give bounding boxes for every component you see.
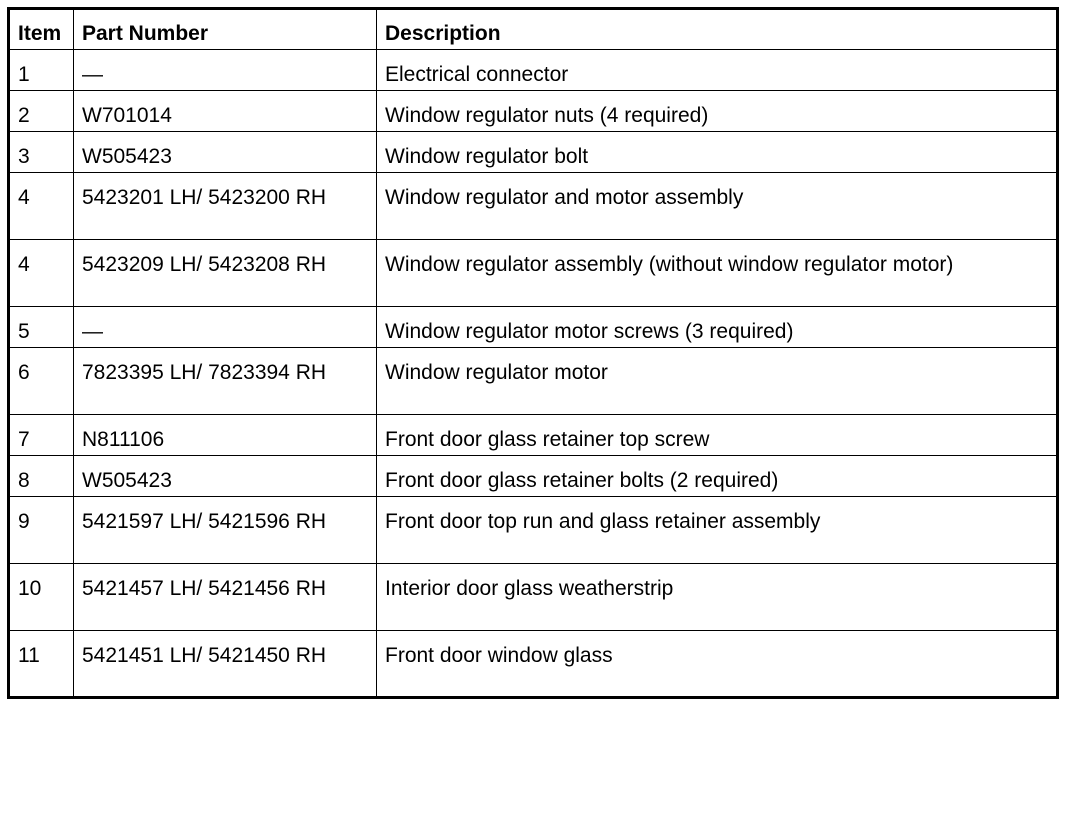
table-row bbox=[9, 631, 1058, 698]
cell-description: Front door window glass bbox=[377, 631, 1058, 698]
cell-part-number: 7823395 LH/ 7823394 RH bbox=[74, 348, 377, 415]
table-row bbox=[9, 348, 1058, 415]
cell-part-number: W701014 bbox=[74, 91, 377, 132]
table-row bbox=[9, 564, 1058, 631]
cell-description: Electrical connector bbox=[377, 50, 1058, 91]
header-description: Description bbox=[377, 9, 1058, 50]
cell-part-number: — bbox=[74, 307, 377, 348]
cell-part-number: N811106 bbox=[74, 415, 377, 456]
cell-description: Window regulator assembly (without window regulator motor) bbox=[377, 240, 1058, 307]
cell-description: Window regulator motor bbox=[377, 348, 1058, 415]
cell-part-number: W505423 bbox=[74, 132, 377, 173]
cell-item: 7 bbox=[9, 415, 74, 456]
cell-item: 4 bbox=[9, 173, 74, 240]
cell-description: Window regulator bolt bbox=[377, 132, 1058, 173]
cell-item: 11 bbox=[9, 631, 74, 698]
table-row bbox=[9, 307, 1058, 348]
cell-item: 3 bbox=[9, 132, 74, 173]
cell-item: 2 bbox=[9, 91, 74, 132]
table-row bbox=[9, 415, 1058, 456]
cell-item: 4 bbox=[9, 240, 74, 307]
cell-description: Front door glass retainer top screw bbox=[377, 415, 1058, 456]
cell-part-number: 5423201 LH/ 5423200 RH bbox=[74, 173, 377, 240]
cell-description: Front door glass retainer bolts (2 required) bbox=[377, 456, 1058, 497]
cell-part-number: 5423209 LH/ 5423208 RH bbox=[74, 240, 377, 307]
table-row bbox=[9, 132, 1058, 173]
header-item: Item bbox=[9, 9, 74, 50]
cell-item: 1 bbox=[9, 50, 74, 91]
cell-description: Window regulator nuts (4 required) bbox=[377, 91, 1058, 132]
cell-item: 9 bbox=[9, 497, 74, 564]
cell-description: Window regulator and motor assembly bbox=[377, 173, 1058, 240]
cell-description: Front door top run and glass retainer assembly bbox=[377, 497, 1058, 564]
cell-item: 10 bbox=[9, 564, 74, 631]
cell-part-number: 5421597 LH/ 5421596 RH bbox=[74, 497, 377, 564]
table-row bbox=[9, 497, 1058, 564]
table-row bbox=[9, 91, 1058, 132]
table-row bbox=[9, 240, 1058, 307]
cell-description: Window regulator motor screws (3 required) bbox=[377, 307, 1058, 348]
table-row bbox=[9, 456, 1058, 497]
parts-table bbox=[7, 7, 1059, 699]
table-row bbox=[9, 50, 1058, 91]
cell-part-number: 5421457 LH/ 5421456 RH bbox=[74, 564, 377, 631]
header-part-number: Part Number bbox=[74, 9, 377, 50]
cell-part-number: 5421451 LH/ 5421450 RH bbox=[74, 631, 377, 698]
cell-item: 5 bbox=[9, 307, 74, 348]
table-header-row bbox=[9, 9, 1058, 50]
cell-item: 6 bbox=[9, 348, 74, 415]
cell-description: Interior door glass weatherstrip bbox=[377, 564, 1058, 631]
cell-part-number: W505423 bbox=[74, 456, 377, 497]
table-row bbox=[9, 173, 1058, 240]
cell-item: 8 bbox=[9, 456, 74, 497]
cell-part-number: — bbox=[74, 50, 377, 91]
